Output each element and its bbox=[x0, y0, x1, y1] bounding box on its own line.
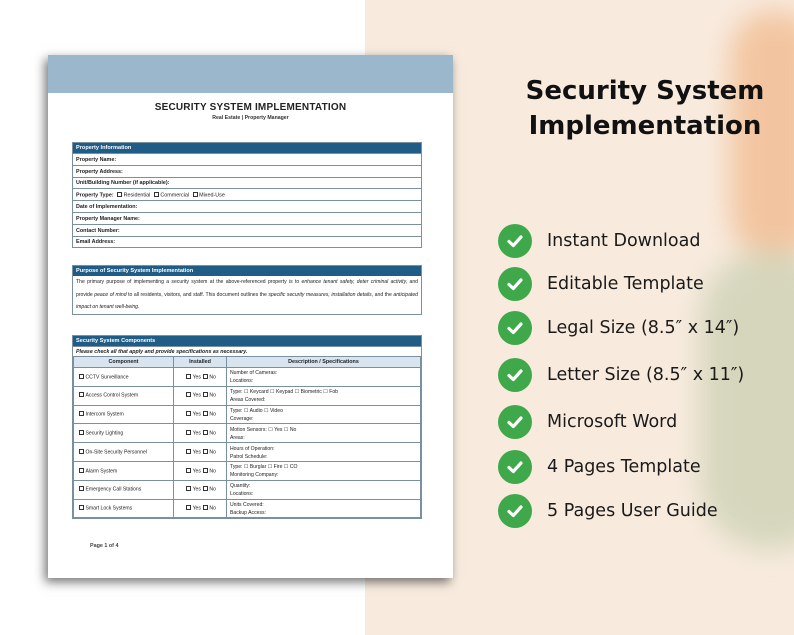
checkbox-icon bbox=[79, 374, 84, 379]
check-icon bbox=[498, 311, 532, 345]
checkbox-icon bbox=[203, 486, 208, 491]
checkbox-icon bbox=[186, 411, 191, 416]
checkbox-icon bbox=[79, 449, 84, 454]
purpose-text: The primary purpose of implementing a security system at the above-referenced property is to enhance tenant safety, deter criminal activity, and provide peace of mind to all residents, visitors, and staff. This document outlines the specific security measures, installation details, and the anticipated impact on tenant well-being. bbox=[76, 279, 419, 310]
option-commercial: Commercial bbox=[160, 192, 190, 199]
feature-label: Editable Template bbox=[547, 274, 704, 294]
checkbox-icon bbox=[203, 505, 208, 510]
check-icon bbox=[498, 224, 532, 258]
components-table bbox=[73, 356, 421, 518]
check-icon bbox=[498, 494, 532, 528]
components-section bbox=[72, 335, 422, 519]
checkbox-icon bbox=[79, 392, 84, 397]
check-icon bbox=[498, 358, 532, 392]
check-icon bbox=[498, 267, 532, 301]
check-icon bbox=[498, 405, 532, 439]
installed-cell: Yes No bbox=[174, 499, 227, 518]
components-instruction: Please check all that apply and provide specifications as necessary. bbox=[73, 346, 421, 356]
checkbox-icon bbox=[203, 449, 208, 454]
installed-cell: Yes No bbox=[174, 443, 227, 462]
hero-title-line-1: Security System bbox=[525, 76, 765, 106]
property-information-heading: Property Information bbox=[73, 143, 421, 153]
description-cell: Number of Cameras: Locations: bbox=[227, 368, 421, 387]
description-cell: Motion Sensors: ☐ Yes ☐ No Areas: bbox=[227, 424, 421, 443]
feature-label: 5 Pages User Guide bbox=[547, 501, 718, 521]
checkbox-icon bbox=[203, 374, 208, 379]
option-residential: Residential bbox=[123, 192, 151, 199]
installed-cell: Yes No bbox=[174, 405, 227, 424]
purpose-section bbox=[72, 265, 422, 315]
component-cell: On-Site Security Personnel bbox=[74, 443, 174, 462]
checkbox-icon bbox=[186, 449, 191, 454]
checkbox-icon bbox=[79, 468, 84, 473]
table-row bbox=[74, 424, 421, 443]
checkbox-icon bbox=[79, 505, 84, 510]
installed-cell: Yes No bbox=[174, 461, 227, 480]
description-cell: Type: ☐ Burglar ☐ Fire ☐ CO Monitoring Company: bbox=[227, 461, 421, 480]
property-type-label: Property Type: bbox=[76, 192, 114, 199]
page-number: Page 1 of 4 bbox=[90, 543, 119, 549]
property-type-row bbox=[73, 188, 421, 200]
description-cell: Hours of Operation: Patrol Schedule: bbox=[227, 443, 421, 462]
manager-name-row: Property Manager Name: bbox=[73, 212, 421, 224]
table-row bbox=[74, 461, 421, 480]
component-cell: Intercom System bbox=[74, 405, 174, 424]
checkbox-icon bbox=[203, 411, 208, 416]
checkbox-icon bbox=[186, 392, 191, 397]
checkbox-icon bbox=[186, 430, 191, 435]
checkbox-icon bbox=[79, 411, 84, 416]
table-row bbox=[74, 499, 421, 518]
feature-item bbox=[498, 405, 677, 439]
description-cell: Quantity: Locations: bbox=[227, 480, 421, 499]
date-row: Date of Implementation: bbox=[73, 200, 421, 212]
component-cell: Access Control System bbox=[74, 386, 174, 405]
components-heading: Security System Components bbox=[73, 336, 421, 346]
column-header-component: Component bbox=[74, 357, 174, 368]
table-row bbox=[74, 405, 421, 424]
feature-label: Letter Size (8.5″ x 11″) bbox=[547, 365, 745, 385]
feature-item bbox=[498, 494, 718, 528]
checkbox-icon bbox=[186, 486, 191, 491]
feature-label: Legal Size (8.5″ x 14″) bbox=[547, 318, 740, 338]
checkbox-icon bbox=[186, 374, 191, 379]
checkbox-icon bbox=[117, 192, 122, 197]
column-header-installed: Installed bbox=[174, 357, 227, 368]
installed-cell: Yes No bbox=[174, 386, 227, 405]
document-title: SECURITY SYSTEM IMPLEMENTATION bbox=[154, 102, 347, 113]
contact-number-row: Contact Number: bbox=[73, 224, 421, 236]
check-icon bbox=[498, 450, 532, 484]
component-cell: Emergency Call Stations bbox=[74, 480, 174, 499]
checkbox-icon bbox=[79, 486, 84, 491]
table-row bbox=[74, 386, 421, 405]
checkbox-icon bbox=[203, 468, 208, 473]
checkbox-icon bbox=[193, 192, 198, 197]
description-cell: Type: ☐ Keycard ☐ Keypad ☐ Biometric ☐ Fob Areas Covered: bbox=[227, 386, 421, 405]
checkbox-icon bbox=[154, 192, 159, 197]
installed-cell: Yes No bbox=[174, 368, 227, 387]
property-name-row: Property Name: bbox=[73, 153, 421, 165]
installed-cell: Yes No bbox=[174, 480, 227, 499]
table-row bbox=[74, 480, 421, 499]
property-address-row: Property Address: bbox=[73, 165, 421, 177]
feature-label: Microsoft Word bbox=[547, 412, 678, 432]
installed-cell: Yes No bbox=[174, 424, 227, 443]
checkbox-icon bbox=[79, 430, 84, 435]
feature-item bbox=[498, 450, 701, 484]
column-header-description: Description / Specifications bbox=[227, 357, 421, 368]
table-row bbox=[74, 443, 421, 462]
purpose-heading: Purpose of Security System Implementation bbox=[73, 266, 421, 276]
option-mixed-use: Mixed-Use bbox=[199, 192, 225, 199]
description-cell: Type: ☐ Audio ☐ Video Coverage: bbox=[227, 405, 421, 424]
component-cell: Smart Lock Systems bbox=[74, 499, 174, 518]
feature-label: Instant Download bbox=[547, 231, 701, 251]
property-information-section bbox=[72, 142, 422, 248]
component-cell: CCTV Surveillance bbox=[74, 368, 174, 387]
description-cell: Units Covered: Backup Access: bbox=[227, 499, 421, 518]
feature-item bbox=[498, 311, 739, 345]
document-preview bbox=[48, 55, 453, 578]
component-cell: Security Lighting bbox=[74, 424, 174, 443]
table-row bbox=[74, 368, 421, 387]
email-row: Email Address: bbox=[73, 236, 421, 248]
feature-label: 4 Pages Template bbox=[547, 457, 701, 477]
checkbox-icon bbox=[186, 505, 191, 510]
checkbox-icon bbox=[186, 468, 191, 473]
document-header-band bbox=[48, 55, 453, 93]
feature-item bbox=[498, 267, 704, 301]
feature-item bbox=[498, 358, 744, 392]
checkbox-icon bbox=[203, 430, 208, 435]
feature-item bbox=[498, 224, 700, 258]
unit-number-row: Unit/Building Number (if applicable): bbox=[73, 177, 421, 189]
document-subtitle: Real Estate | Property Manager bbox=[212, 115, 289, 121]
component-cell: Alarm System bbox=[74, 461, 174, 480]
checkbox-icon bbox=[203, 392, 208, 397]
hero-title-line-2: Implementation bbox=[528, 111, 762, 141]
hero-title bbox=[510, 74, 780, 144]
